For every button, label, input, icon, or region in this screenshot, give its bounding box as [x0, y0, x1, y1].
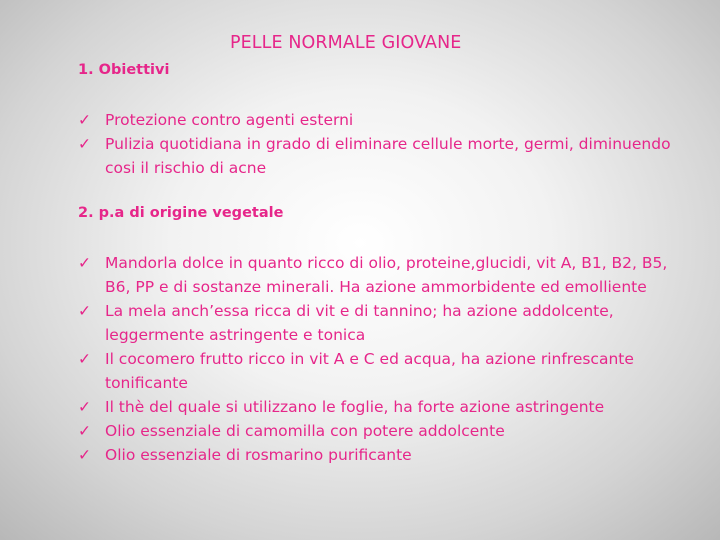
list-item-text: Pulizia quotidiana in grado di eliminare cellule morte, germi, diminuendo cosi il rischio di acne	[105, 135, 671, 177]
check-mark-icon: ✓	[78, 254, 91, 272]
list-item	[78, 299, 678, 347]
list-item-text: Mandorla dolce in quanto ricco di olio, proteine,glucidi, vit A, B1, B2, B5, B6, PP e di sostanze minerali. Ha azione ammorbidente ed emolliente	[105, 254, 668, 296]
list-item-text: Protezione contro agenti esterni	[105, 111, 354, 129]
check-mark-icon: ✓	[78, 111, 91, 129]
list-item	[78, 251, 678, 299]
check-mark-icon: ✓	[78, 135, 91, 153]
list-item	[78, 347, 678, 395]
list-item	[78, 443, 678, 467]
list-item	[78, 108, 678, 132]
list-item-text: Olio essenziale di camomilla con potere addolcente	[105, 422, 505, 440]
check-mark-icon: ✓	[78, 446, 91, 464]
list-item-text: Il cocomero frutto ricco in vit A e C ed acqua, ha azione rinfrescante tonificante	[105, 350, 634, 392]
section-heading-origine-vegetale: 2. p.a di origine vegetale	[78, 205, 284, 221]
list-item-text: La mela anch’essa ricca di vit e di tannino; ha azione addolcente, leggermente astringente e tonica	[105, 302, 614, 344]
ingredients-list	[78, 251, 678, 467]
list-item	[78, 132, 678, 180]
slide-title: PELLE NORMALE GIOVANE	[230, 33, 462, 53]
section-heading-obiettivi: 1. Obiettivi	[78, 62, 170, 78]
list-item	[78, 395, 678, 419]
check-mark-icon: ✓	[78, 422, 91, 440]
check-mark-icon: ✓	[78, 302, 91, 320]
check-mark-icon: ✓	[78, 350, 91, 368]
list-item-text: Olio essenziale di rosmarino purificante	[105, 446, 412, 464]
check-mark-icon: ✓	[78, 398, 91, 416]
list-item-text: Il thè del quale si utilizzano le foglie, ha forte azione astringente	[105, 398, 605, 416]
list-item	[78, 419, 678, 443]
objectives-list	[78, 108, 678, 180]
